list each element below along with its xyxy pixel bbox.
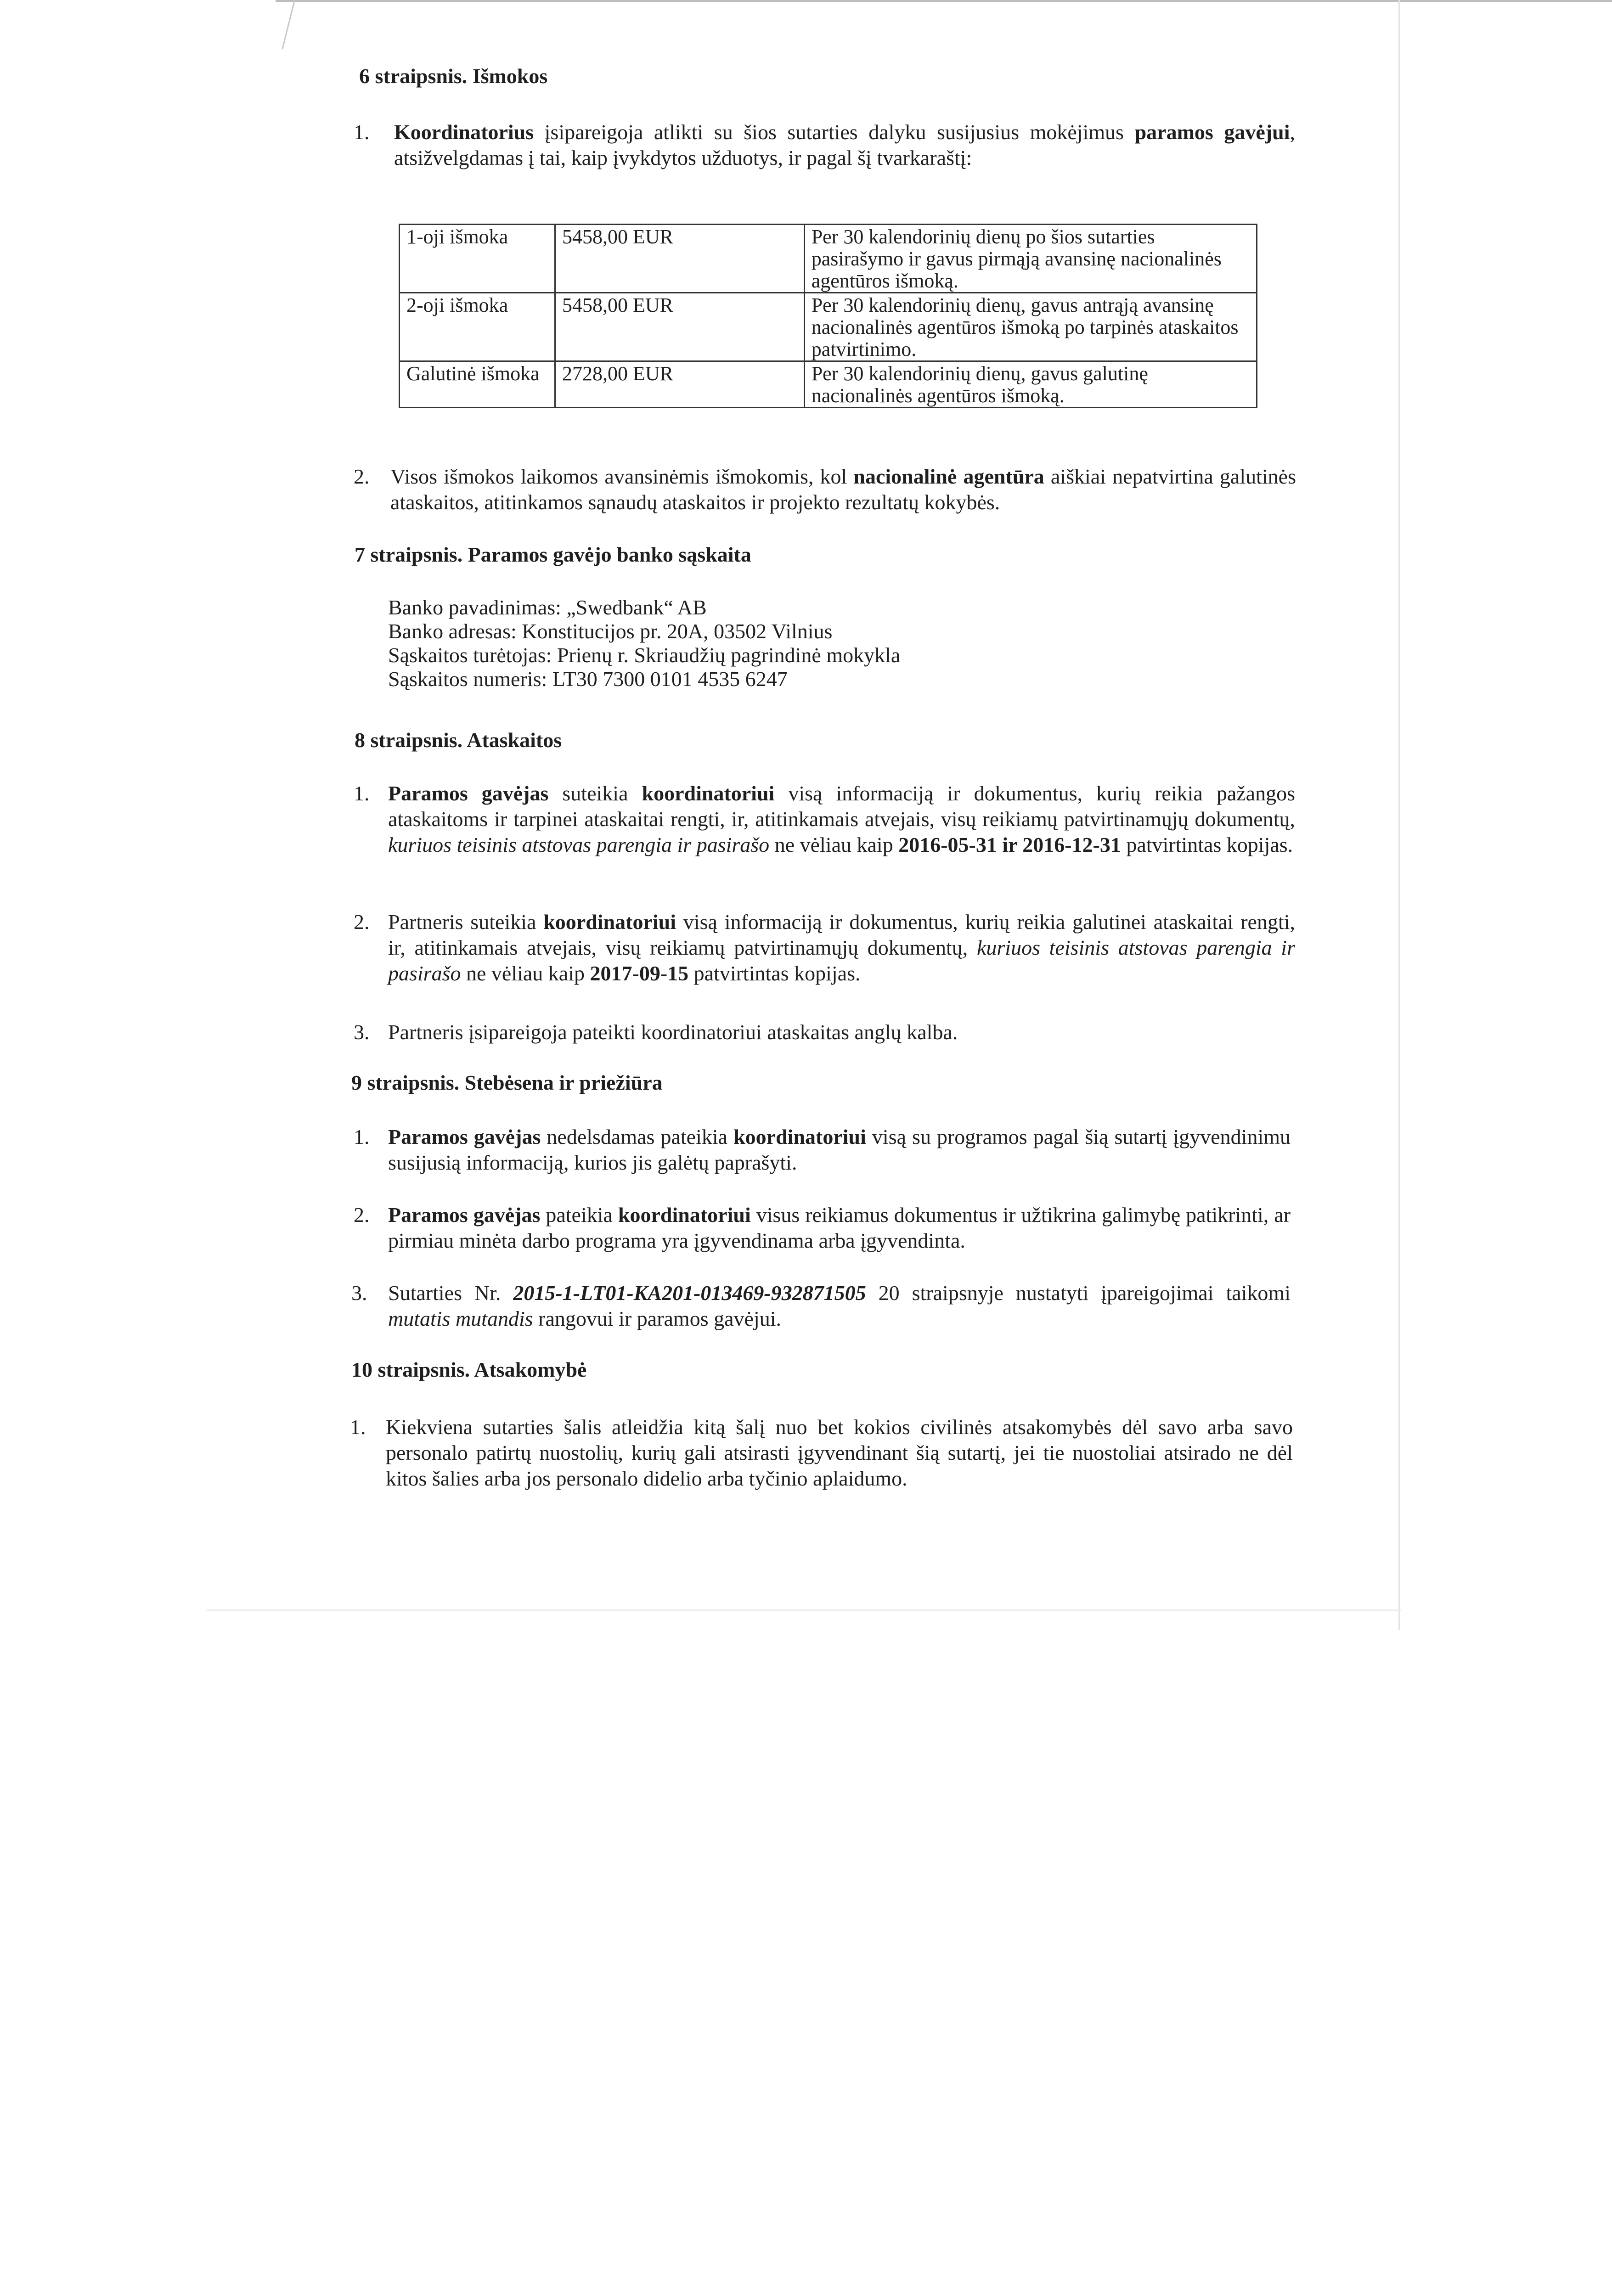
article-6-item-2-text [390,464,1296,515]
text: Partneris suteikia [388,910,544,934]
text-bold: Paramos gavėjas [388,1125,541,1148]
text: ne vėliau kaip [461,962,590,985]
scan-edge-top [276,0,1612,2]
article-6-item-1-number: 1. [354,120,370,144]
payment-amount-cell: 2728,00 EUR [555,361,804,408]
text-bold: koordinatoriui [618,1203,751,1227]
payment-row [400,225,1257,293]
text: ne vėliau kaip [769,833,899,856]
bank-name: Banko pavadinimas: „Swedbank“ AB [388,596,707,619]
article-9-item-3-number: 3. [351,1281,367,1305]
payment-terms-cell: Per 30 kalendorinių dienų po šios sutarties pasirašymo ir gavus pirmąją avansinę nacionalinės agentūros išmoką. [804,225,1257,293]
text-bold: Koordinatorius [394,120,534,144]
article-9-item-2-number: 2. [354,1203,370,1227]
text-bold: 2017-09-15 [590,962,689,985]
text: aiškiai nepatvirtina galutinės ataskaitos, atitinkamos sąnaudų ataskaitos ir projekto rezultatų kokybės. [390,465,1296,514]
text-bold: koordinatoriui [543,910,676,934]
scan-edge-right [1398,0,1400,1630]
article-9-item-2-text [388,1202,1291,1254]
text: Partneris įsipareigoja pateikti koordinatoriui ataskaitas anglų kalba. [388,1020,958,1044]
bank-details [388,596,1261,691]
text: 20 straipsnyje nustatyti įpareigojimai taikomi [866,1281,1291,1305]
payment-amount-cell: 5458,00 EUR [555,293,804,361]
article-8-item-2-text [388,909,1295,986]
text: visą informaciją ir dokumentus, kurių reikia pažangos ataskaitoms ir tarpinei ataskaitai rengti, ir, atitinkamais atvejais, visų reikiamų patvirtinamųjų dokumentų, [388,782,1295,831]
text-bold: koordinatoriui [642,782,775,805]
article-8-item-3-text [388,1019,1295,1045]
payment-schedule-table [399,224,1257,408]
payment-row [400,361,1257,408]
article-6-item-1-text [394,119,1295,171]
article-9-heading: 9 straipsnis. Stebėsena ir priežiūra [351,1071,663,1094]
text-italic: mutatis mutandis [388,1307,533,1330]
payment-amount-cell: 5458,00 EUR [555,225,804,293]
text: visus reikiamus dokumentus ir užtikrina galimybę patikrinti, ar pirmiau minėta darbo programa yra įgyvendinama arba įgyvendinta. [388,1203,1291,1252]
article-6-heading: 6 straipsnis. Išmokos [359,64,548,88]
scan-edge-bottom [207,1609,1401,1611]
article-8-item-2-number: 2. [354,910,370,934]
text-bold: Paramos gavėjas [388,782,549,805]
payment-terms-cell: Per 30 kalendorinių dienų, gavus antrąją avansinę nacionalinės agentūros išmoką po tarpinės ataskaitos patvirtinimo. [804,293,1257,361]
article-10-item-1-number: 1. [350,1415,366,1439]
text: įsipareigoja atlikti su šios sutarties dalyku susijusius mokėjimus [534,120,1135,144]
text: patvirtintas kopijas. [688,962,861,985]
article-6-item-2-number: 2. [354,465,370,488]
text: rangovui ir paramos gavėjui. [533,1307,781,1330]
text: , atsižvelgdamas į tai, kaip įvykdytos užduotys, ir pagal šį tvarkaraštį: [394,120,1295,169]
text: visą su programos pagal šią sutartį įgyvendinimu susijusią informaciją, kurios jis galėtų paprašyti. [388,1125,1291,1174]
payment-name-cell: Galutinė išmoka [400,361,555,408]
text-bold: nacionalinė agentūra [853,465,1044,488]
text: Visos išmokos laikomos avansinėmis išmokomis, kol [390,465,854,488]
article-9-item-3-text [388,1280,1291,1332]
article-10-item-1-text [386,1414,1293,1491]
text-italic: kuriuos teisinis atstovas parengia ir pasirašo [388,833,770,856]
article-8-heading: 8 straipsnis. Ataskaitos [355,728,562,752]
text: nedelsdamas pateikia [541,1125,734,1148]
text: patvirtintas kopijas. [1121,833,1293,856]
article-10-heading: 10 straipsnis. Atsakomybė [351,1358,587,1381]
text-italic: kuriuos teisinis atstovas parengia ir pasirašo [388,936,1295,985]
text: Sutarties Nr. [388,1281,513,1305]
text-bold: koordinatoriui [733,1125,866,1148]
text: suteikia [548,782,642,805]
text-bold: Paramos gavėjas [388,1203,541,1227]
article-7-heading: 7 straipsnis. Paramos gavėjo banko sąskaita [355,543,751,566]
payment-row [400,293,1257,361]
text: Kiekviena sutarties šalis atleidžia kitą šalį nuo bet kokios civilinės atsakomybės dėl savo arba savo personalo patirtų nuostolių, kurių gali atsirasti įgyvendinant šią sutartį, jei tie nuostoliai atsirado ne dėl kitos šalies arba jos personalo didelio arba tyčinio aplaidumo. [386,1415,1293,1490]
payment-name-cell: 2-oji išmoka [400,293,555,361]
article-9-item-1-text [388,1124,1291,1176]
bank-address: Banko adresas: Konstitucijos pr. 20A, 03502 Vilnius [388,619,833,643]
article-8-item-1-number: 1. [354,782,370,805]
account-number: Sąskaitos numeris: LT30 7300 0101 4535 6247 [388,667,788,691]
text-bold: 2016-05-31 ir 2016-12-31 [898,833,1121,856]
payment-name-cell: 1-oji išmoka [400,225,555,293]
scan-fold-mark [282,0,295,49]
article-9-item-1-number: 1. [354,1125,370,1148]
payment-terms-cell: Per 30 kalendorinių dienų, gavus galutinę nacionalinės agentūros išmoką. [804,361,1257,408]
account-holder: Sąskaitos turėtojas: Prienų r. Skriaudžių pagrindinė mokykla [388,643,901,667]
text: visą informaciją ir dokumentus, kurių reikia galutinei ataskaitai rengti, ir, atitinkamais atvejais, visų reikiamų patvirtinamųjų dokumentų, [388,910,1295,959]
text-bold: paramos gavėjui [1134,120,1290,144]
article-8-item-1-text [388,781,1295,858]
text: pateikia [540,1203,618,1227]
contract-number: 2015-1-LT01-KA201-013469-932871505 [513,1281,866,1305]
article-8-item-3-number: 3. [354,1020,370,1044]
